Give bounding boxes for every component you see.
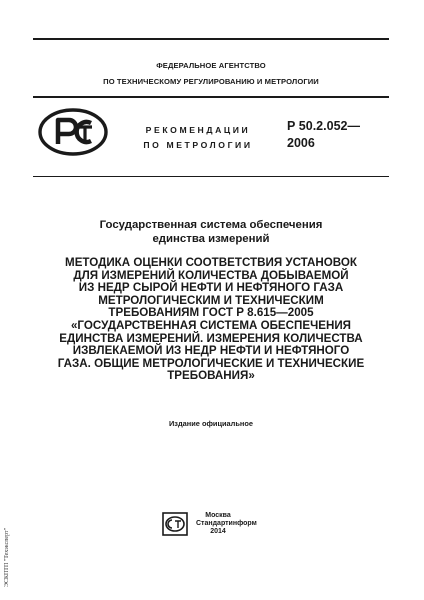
title-line: ТРЕБОВАНИЯ» (167, 369, 255, 383)
publisher-year: 2014 (210, 528, 226, 535)
title-line: ИЗВЛЕКАЕМОЙ ИЗ НЕДР НЕФТИ И НЕФТЯНОГО (72, 344, 350, 358)
document-type-line1: РЕКОМЕНДАЦИИ (145, 125, 251, 135)
title-line: ИЗ НЕДР СЫРОЙ НЕФТИ И НЕФТЯНОГО ГАЗА (78, 281, 344, 295)
title-line: МЕТОДИКА ОЦЕНКИ СООТВЕТСТВИЯ УСТАНОВОК (65, 256, 357, 269)
subtitle-line2: единства измерений (152, 233, 270, 245)
header-rule (33, 96, 389, 98)
title-line: ЕДИНСТВА ИЗМЕРЕНИЙ. ИЗМЕРЕНИЯ КОЛИЧЕСТВА (59, 331, 363, 345)
document-code-line1: Р 50.2.052— (287, 119, 360, 133)
top-rule (33, 38, 389, 40)
standartinform-logo-icon (162, 512, 188, 536)
publisher-city: Москва (205, 512, 231, 519)
title-line: МЕТРОЛОГИЧЕСКИМ И ТЕХНИЧЕСКИМ (98, 293, 324, 307)
subtitle-line1: Государственная система обеспечения (99, 219, 323, 231)
document-title (26, 257, 396, 383)
agency-name-line1: ФЕДЕРАЛЬНОЕ АГЕНТСТВО (156, 61, 266, 70)
title-line: ГАЗА. ОБЩИЕ МЕТРОЛОГИЧЕСКИЕ И ТЕХНИЧЕСКИЕ (57, 356, 365, 370)
agency-name-line2: ПО ТЕХНИЧЕСКОМУ РЕГУЛИРОВАНИЮ И МЕТРОЛОГИИ (103, 77, 319, 86)
gost-r-logo-icon (38, 108, 108, 156)
publisher-name: Стандартинформ (196, 520, 257, 527)
document-code-line2: 2006 (287, 136, 315, 150)
document-type-line2: ПО МЕТРОЛОГИИ (143, 140, 253, 150)
title-line: «ГОСУДАРСТВЕННАЯ СИСТЕМА ОБЕСПЕЧЕНИЯ (70, 318, 352, 332)
title-line: ДЛЯ ИЗМЕРЕНИЙ КОЛИЧЕСТВА ДОБЫВАЕМОЙ (73, 268, 349, 282)
designation-rule (33, 176, 389, 177)
edition-label: Издание официальное (168, 419, 253, 428)
title-line: ТРЕБОВАНИЯМ ГОСТ Р 8.615—2005 (108, 306, 314, 320)
side-watermark-note: ЭСКПТП "Техэксперт" (4, 527, 10, 587)
